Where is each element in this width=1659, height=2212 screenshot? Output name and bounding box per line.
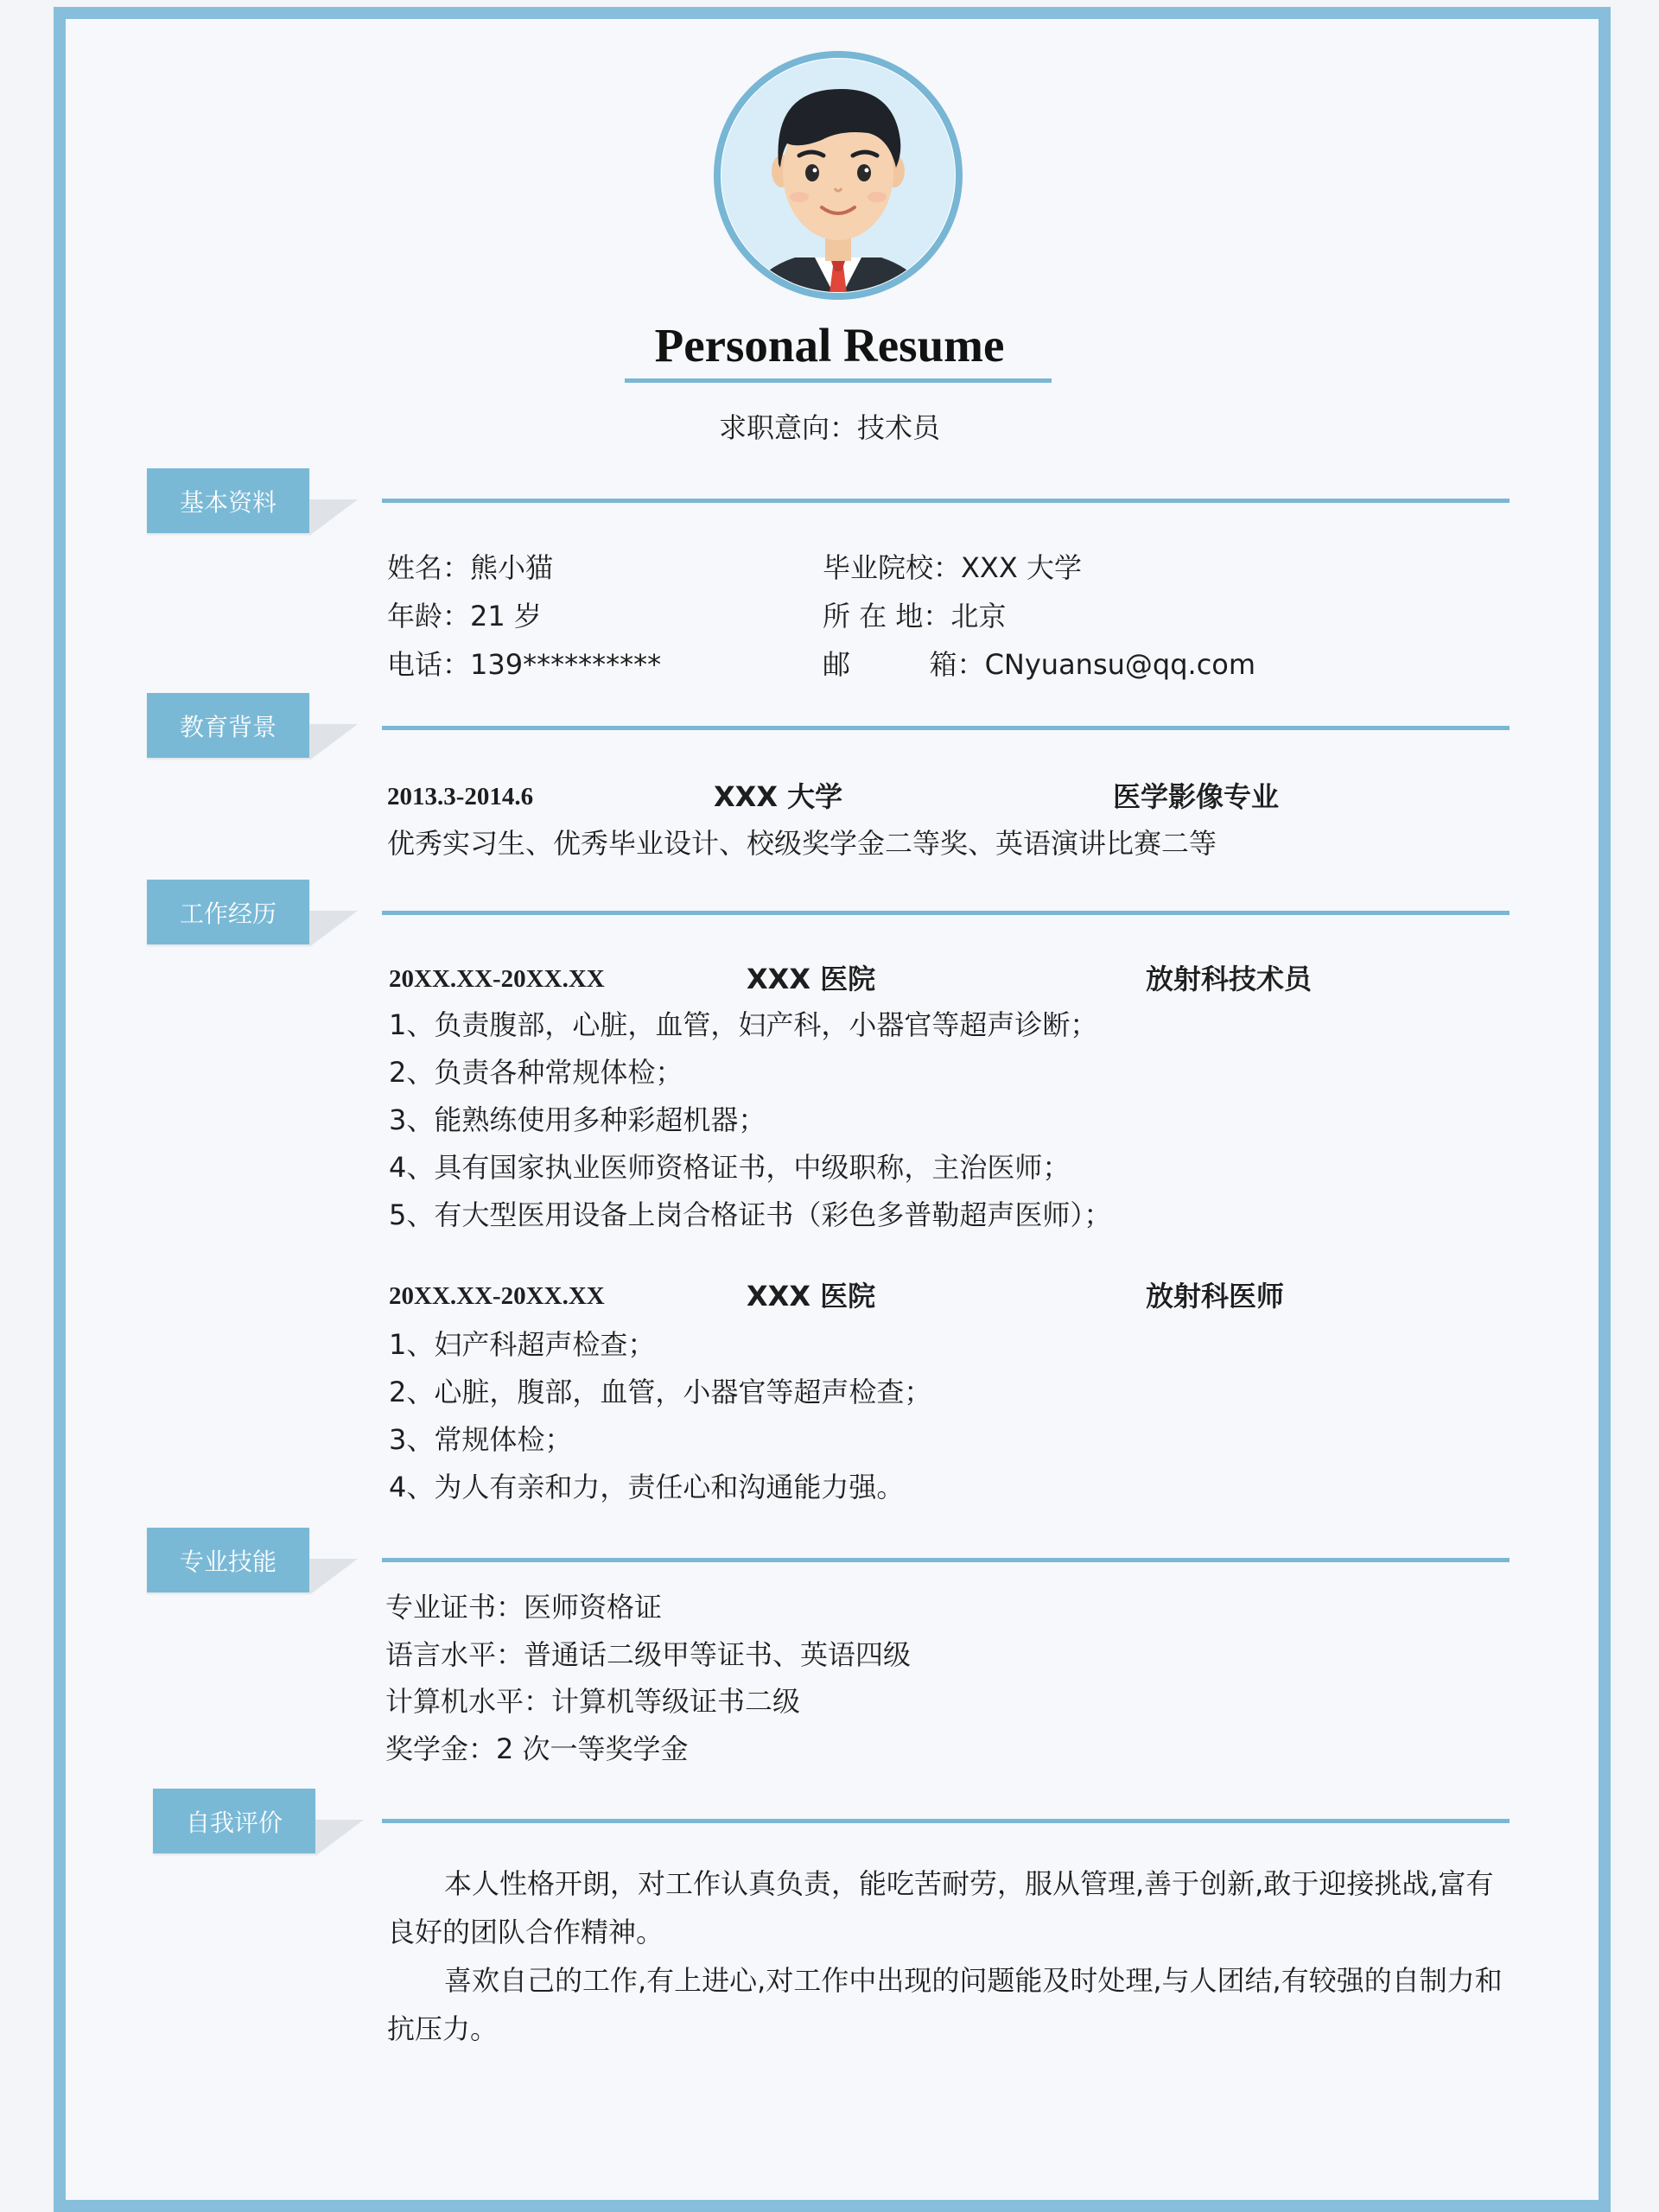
tag-fold-decoration	[309, 724, 358, 760]
resume-title: Personal Resume	[654, 319, 1005, 372]
basic-phone: 电话：139**********	[387, 648, 662, 681]
job-duty: 2、心脏，腹部，血管，小器官等超声检查；	[389, 1376, 932, 1408]
edu-school: XXX 大学	[714, 780, 843, 813]
title-underline	[625, 378, 1052, 383]
edu-honors: 优秀实习生、优秀毕业设计、校级奖学金二等奖、英语演讲比赛二等	[387, 827, 1217, 860]
basic-name: 姓名：熊小猫	[387, 551, 554, 584]
self-eval-paragraph: 喜欢自己的工作,有上进心,对工作中出现的问题能及时处理,与人团结,有较强的自制力和抗压力。	[387, 1964, 1503, 2045]
section-tag-skills: 专业技能	[147, 1528, 309, 1592]
skill-item: 专业证书：医师资格证	[385, 1591, 663, 1624]
section-tag-self-eval: 自我评价	[153, 1789, 315, 1853]
job-duty: 3、常规体检；	[389, 1423, 573, 1456]
avatar	[713, 50, 963, 301]
basic-email: CNyuansu@qq.com	[984, 648, 1256, 681]
job-role: 放射科技术员	[1146, 963, 1313, 995]
job-duty: 1、负责腹部，心脏，血管，妇产科，小器官等超声诊断；	[389, 1008, 1098, 1041]
job-duty: 5、有大型医用设备上岗合格证书（彩色多普勒超声医师）；	[389, 1198, 1112, 1231]
job-role: 放射科医师	[1146, 1280, 1285, 1313]
section-rule	[382, 1558, 1510, 1562]
section-tag-basic: 基本资料	[147, 468, 309, 533]
basic-location: 所 在 地：北京	[823, 600, 1007, 632]
job-duty: 4、为人有亲和力，责任心和沟通能力强。	[389, 1471, 905, 1503]
job-period: 20XX.XX-20XX.XX	[389, 965, 605, 993]
section-rule	[382, 726, 1510, 730]
skill-item: 奖学金：2 次一等奖学金	[385, 1732, 689, 1765]
tag-fold-decoration	[309, 499, 358, 536]
job-objective: 求职意向：技术员	[718, 411, 940, 444]
basic-age: 年龄：21 岁	[387, 600, 542, 632]
job-duty: 2、负责各种常规体检；	[389, 1056, 683, 1089]
job-period: 20XX.XX-20XX.XX	[389, 1282, 605, 1310]
section-rule	[382, 911, 1510, 915]
job-org: XXX 医院	[747, 1280, 876, 1313]
section-rule	[382, 499, 1510, 503]
job-duty: 4、具有国家执业医师资格证书，中级职称，主治医师；	[389, 1151, 1071, 1184]
section-tag-work: 工作经历	[147, 880, 309, 944]
tag-fold-decoration	[309, 911, 358, 947]
self-eval-paragraph: 本人性格开朗，对工作认真负责，能吃苦耐劳，服从管理,善于创新,敢于迎接挑战,富有良好的团队合作精神。	[387, 1867, 1494, 1948]
job-org: XXX 医院	[747, 963, 876, 995]
tag-fold-decoration	[315, 1820, 364, 1856]
tag-fold-decoration	[309, 1559, 358, 1595]
basic-email-row	[823, 648, 1256, 681]
section-tag-education: 教育背景	[147, 693, 309, 758]
basic-school: 毕业院校：XXX 大学	[823, 551, 1082, 584]
edu-major: 医学影像专业	[1113, 780, 1280, 813]
skill-item: 计算机水平：计算机等级证书二级	[385, 1685, 801, 1718]
job-duty: 1、妇产科超声检查；	[389, 1328, 656, 1361]
skill-item: 语言水平：普通话二级甲等证书、英语四级	[385, 1638, 912, 1671]
job-duty: 3、能熟练使用多种彩超机器；	[389, 1103, 766, 1136]
section-rule	[382, 1819, 1510, 1823]
basic-email-label: 邮 箱：	[823, 648, 985, 681]
edu-period: 2013.3-2014.6	[387, 783, 534, 810]
